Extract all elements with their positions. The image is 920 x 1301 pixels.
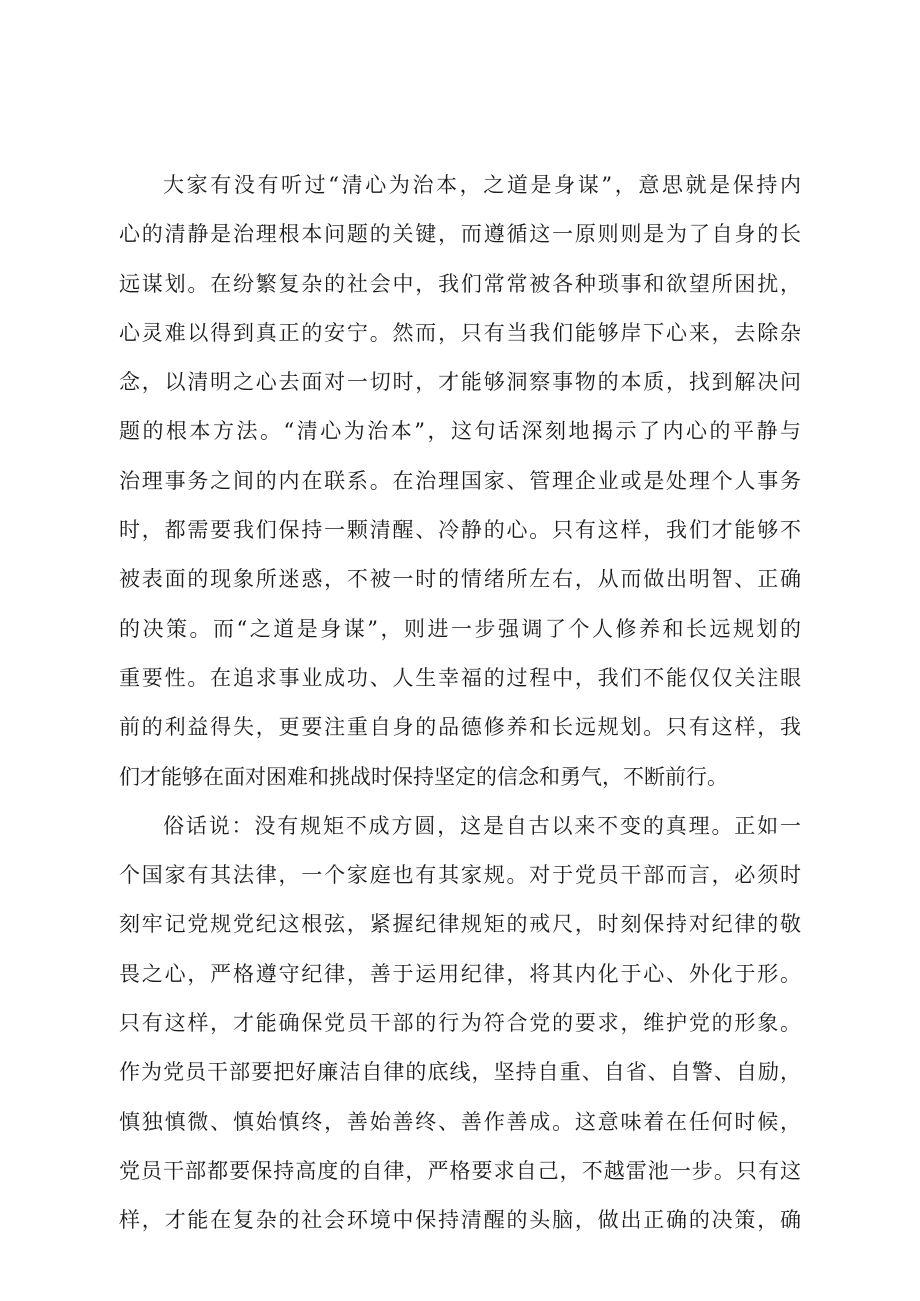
- paragraph-1-line-13: 们才能够在面对困难和挑战时保持坚定的信念和勇气，不断前行。: [119, 764, 728, 789]
- paragraph-2-line-1: 俗话说：没有规矩不成方圆，这是自古以来不变的真理。正如一: [163, 813, 801, 838]
- paragraph-1-line-5: 念，以清明之心去面对一切时，才能够洞察事物的本质，找到解决问: [119, 370, 801, 395]
- paragraph-1-line-6: 题的根本方法。“清心为治本”，这句话深刻地揭示了内心的平静与: [119, 419, 801, 444]
- paragraph-1-line-11: 重要性。在追求事业成功、人生幸福的过程中，我们不能仅仅关注眼: [119, 665, 801, 690]
- document-body: [119, 161, 801, 1246]
- paragraph-1-line-1: 大家有没有听过“清心为治本，之道是身谋”，意思就是保持内: [163, 173, 801, 197]
- paragraph-2-line-5: 只有这样，才能确保党员干部的行为符合党的要求，维护党的形象。: [119, 1011, 801, 1036]
- paragraph-1-line-12: 前的利益得失，更要注重自身的品德修养和长远规划。只有这样，我: [119, 715, 801, 740]
- paragraph-1-line-3: 远谋划。在纷繁复杂的社会中，我们常常被各种琐事和欲望所困扰，: [119, 271, 801, 296]
- paragraph-1-line-10: 的决策。而“之道是身谋”，则进一步强调了个人修养和长远规划的: [119, 616, 801, 641]
- paragraph-2-line-8: 党员干部都要保持高度的自律，严格要求自己，不越雷池一步。只有这: [119, 1158, 801, 1183]
- paragraph-1-line-8: 时，都需要我们保持一颗清醒、冷静的心。只有这样，我们才能够不: [119, 518, 801, 543]
- paragraph-2-line-4: 畏之心，严格遵守纪律，善于运用纪律，将其内化于心、外化于形。: [119, 961, 801, 986]
- paragraph-2-line-6: 作为党员干部要把好廉洁自律的底线，坚持自重、自省、自警、自励，: [119, 1060, 801, 1085]
- paragraph-1-line-9: 被表面的现象所迷惑，不被一时的情绪所左右，从而做出明智、正确: [119, 567, 801, 592]
- paragraph-2-line-9: 样，才能在复杂的社会环境中保持清醒的头脑，做出正确的决策，确: [119, 1208, 801, 1233]
- paragraph-1-line-7: 治理事务之间的内在联系。在治理国家、管理企业或是处理个人事务: [119, 468, 801, 493]
- paragraph-1-line-4: 心灵难以得到真正的安宁。然而，只有当我们能够岸下心来，去除杂: [119, 320, 801, 345]
- paragraph-2-line-2: 个国家有其法律，一个家庭也有其家规。对于党员干部而言，必须时: [119, 863, 801, 888]
- paragraph-2-line-3: 刻牢记党规党纪这根弦，紧握纪律规矩的戒尺，时刻保持对纪律的敬: [119, 912, 801, 937]
- paragraph-1-line-2: 心的清静是治理根本问题的关键，而遵循这一原则则是为了自身的长: [119, 222, 801, 247]
- paragraph-2-line-7: 慎独慎微、慎始慎终，善始善终、善作善成。这意味着在任何时候，: [119, 1109, 801, 1134]
